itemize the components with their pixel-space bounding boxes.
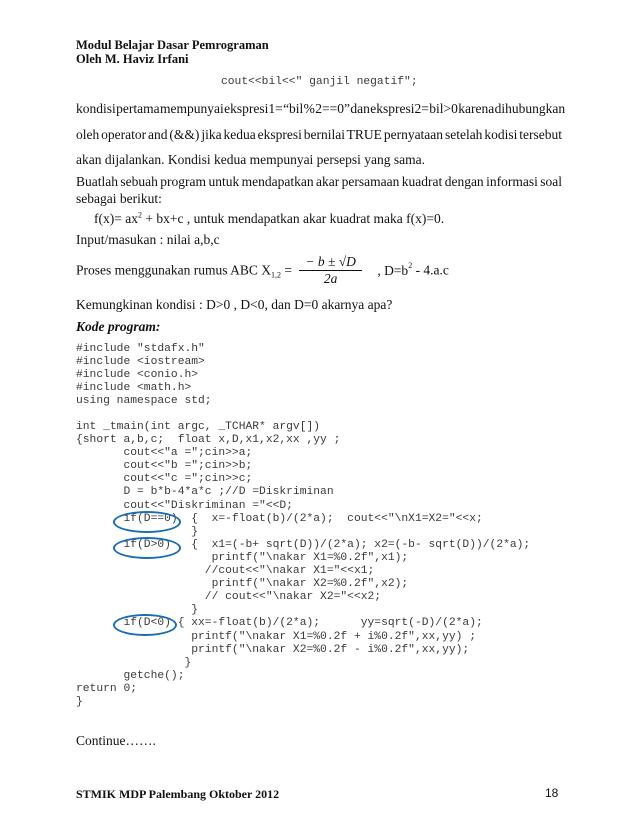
formula-line: Proses menggunakan rumus ABC $X_{1,2}$ = $\frac{- b \pm √D}{2a}$ , $D=b^2 - 4.a.c$ [76, 254, 449, 286]
code-heading: Kode program: [76, 319, 161, 334]
code-snippet-top: cout<<bil<<" ganjil negatif"; [221, 76, 418, 88]
header-title: Modul Belajar Dasar Pemrograman [76, 38, 269, 52]
abc-formula: $\frac{- b \pm √D}{2a}$ [299, 254, 362, 287]
function-definition: $f(x)= ax^2 + bx+c$ , untuk mendapatkan akar kuadrat maka f(x)=0. [94, 210, 445, 226]
paragraph-line: sebagai berikut: [76, 191, 162, 206]
highlight-circle-d-gt-0 [113, 537, 181, 559]
highlight-circle-d-lt-0 [113, 614, 177, 636]
header-author: Oleh M. Haviz Irfani [76, 52, 189, 66]
paragraph-line: kondisi pertama mempunyai ekspresi1= “bil % 2==0” dan ekspresi2= bil>0 karena dihubungkan [76, 101, 566, 116]
code-includes: #include "stdafx.h" #include <iostream> #include <conio.h> #include <math.h> using namespace std; [76, 343, 212, 408]
continue-text: Continue……. [76, 733, 156, 748]
input-line: Input/masukan : nilai a,b,c [76, 232, 220, 247]
paragraph-line: Buatlah sebuah program untuk mendapatkan akar persamaan kuadrat dengan informasi soal [76, 174, 562, 189]
paragraph-line: akan dijalankan. Kondisi kedua mempunyai persepsi yang sama. [76, 152, 426, 167]
paragraph-line: oleh operator and (&&) jika kedua ekspresi bernilai TRUE pernyataan setelah kodisi tersebut [76, 127, 562, 142]
code-main: int _tmain(int argc, _TCHAR* argv[]) {short a,b,c; float x,D,x1,x2,xx ,yy ; cout<<"a =";cin>>a; cout<<"b =";cin>>b; cout<<"c =";cin>>c; D = b*b-4*a*c ;//D =Diskriminan cout<<"Diskriminan ="<<D; if(D==0) { x=-float(b)/(2*a); cout<<"\nX1=X2="<<x; } if(D>0) { x1=(-b+ sqrt(D))/(2*a); x2=(-b- sqrt(D))/(2*a); printf("\nakar X1=%0.2f",x1); //cout<<"\nakar X1="<<x1; printf("\nakar X2=%0.2f",x2); // cout<<"\nakar X2="<<x2; } if(D<0) { xx=-float(b)/(2*a); yy=sqrt(-D)/(2*a); printf("\nakar X1=%0.2f + i%0.2f",xx,yy) ; printf("\nakar X2=%0.2f - i%0.2f",xx,yy); } getche(); return 0; } [76, 421, 531, 708]
footer-institution: STMIK MDP Palembang Oktober 2012 [76, 787, 280, 801]
conditions-question: Kemungkinan kondisi : D>0 , D<0, dan D=0 akarnya apa? [76, 297, 393, 312]
highlight-circle-d-eq-0 [113, 511, 181, 533]
page-number: 18 [545, 786, 559, 800]
